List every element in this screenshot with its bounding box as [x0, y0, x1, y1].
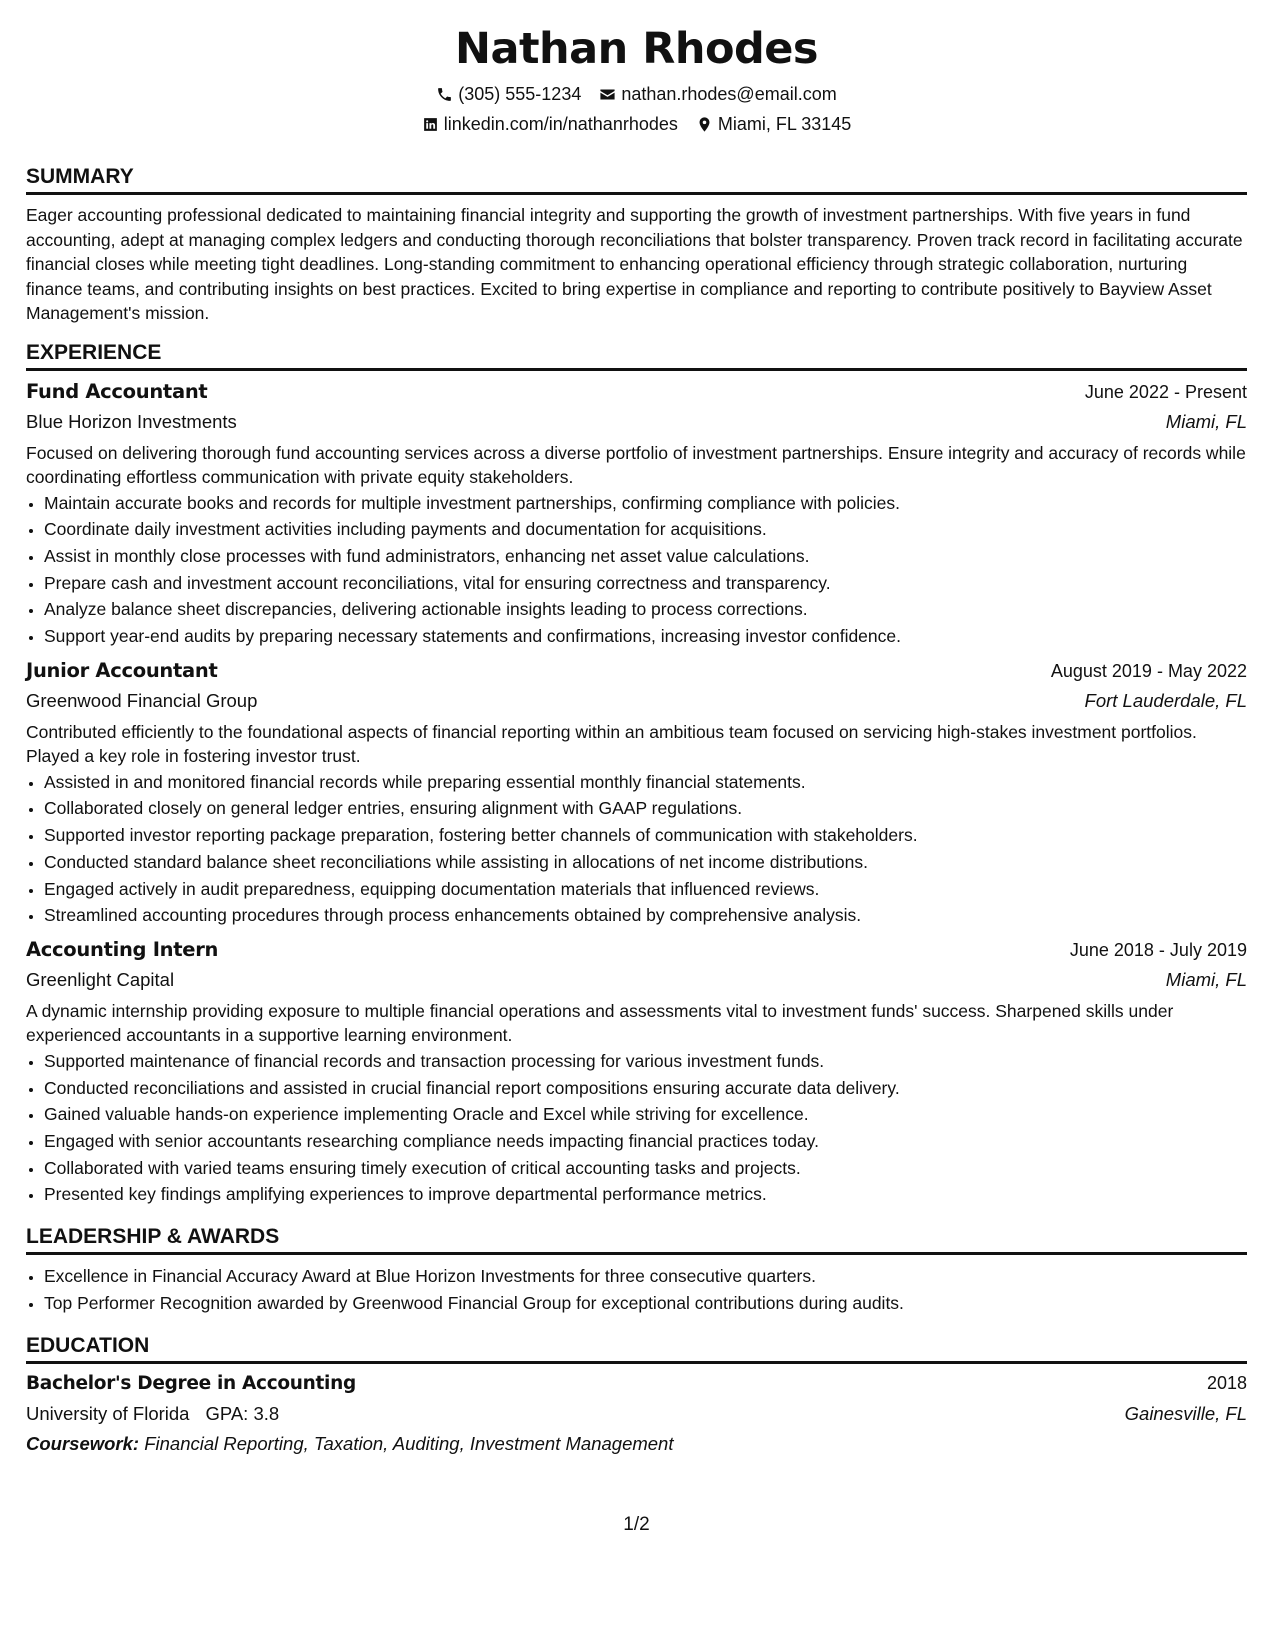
job-bullets [26, 1048, 1247, 1208]
envelope-icon [599, 86, 616, 103]
coursework [26, 1429, 1247, 1459]
gpa: GPA: 3.8 [205, 1402, 280, 1424]
job-entry [26, 377, 1247, 650]
list-item: • Gained valuable hands-on experience implementing Oracle and Excel while striving for excellence. [44, 1101, 1247, 1128]
list-item: • Engaged actively in audit preparedness, equipping documentation materials that influenced reviews. [44, 876, 1247, 903]
linkedin-icon [422, 116, 439, 133]
phone-icon [436, 86, 453, 103]
list-item: • Conducted standard balance sheet reconciliations while assisting in allocations of net income distributions. [44, 849, 1247, 876]
page-number: 1/2 [623, 1514, 650, 1535]
job-role: Accounting Intern [26, 937, 219, 961]
section-title-summary: SUMMARY [26, 164, 1247, 195]
candidate-name: Nathan Rhodes [454, 24, 819, 74]
job-dates: August 2019 - May 2022 [1050, 660, 1247, 681]
school-location: Gainesville, FL [1124, 1402, 1247, 1424]
job-entry [26, 935, 1247, 1208]
section-title-leadership: LEADERSHIP & AWARDS [26, 1224, 1247, 1255]
awards-list [26, 1263, 1247, 1316]
job-role: Junior Accountant [26, 658, 218, 682]
education-section [26, 1333, 1247, 1459]
section-title-experience: EXPERIENCE [26, 340, 1247, 371]
location-contact [696, 112, 851, 136]
phone-contact [436, 82, 581, 106]
job-company: Blue Horizon Investments [26, 410, 237, 432]
resume-page [26, 0, 1247, 1650]
list-item: • Supported maintenance of financial records and transaction processing for various investment funds. [44, 1048, 1247, 1075]
email-contact[interactable] [599, 82, 836, 106]
degree-name: Bachelor's Degree in Accounting [26, 1372, 356, 1394]
job-description: Contributed efficiently to the foundational aspects of financial reporting within an ambitious team focused on servicing high-stakes investment portfolios. Played a key role in fostering investor trust. [26, 721, 1197, 767]
list-item: • Assisted in and monitored financial records while preparing essential monthly financial statements. [44, 769, 1247, 796]
job-entry [26, 656, 1247, 929]
list-item: • Excellence in Financial Accuracy Award at Blue Horizon Investments for three consecutive quarters. [44, 1263, 1247, 1290]
job-dates: June 2022 - Present [1084, 381, 1247, 402]
job-location: Fort Lauderdale, FL [1084, 689, 1247, 711]
school-name: University of Florida [26, 1402, 190, 1424]
location-text: Miami, FL 33145 [717, 114, 852, 134]
list-item: • Collaborated closely on general ledger entries, ensuring alignment with GAAP regulations. [44, 795, 1247, 822]
list-item: • Presented key findings amplifying experiences to improve departmental performance metrics. [44, 1181, 1247, 1208]
job-description: A dynamic internship providing exposure to multiple financial operations and assessments vital to investment funds' success. Sharpened skills under experienced accountants in a supportive learning environment. [26, 1000, 1174, 1046]
list-item: • Prepare cash and investment account reconciliations, vital for ensuring correctness and transparency. [44, 570, 1247, 597]
list-item: • Coordinate daily investment activities including payments and documentation for acquisitions. [44, 516, 1247, 543]
email-address[interactable]: nathan.rhodes@email.com [621, 84, 837, 104]
job-company: Greenwood Financial Group [26, 689, 258, 711]
job-description: Focused on delivering thorough fund accounting services across a diverse portfolio of investment partnerships. Ensure integrity and accuracy of records while coordinating effortless communication with private equity stakeholders. [26, 442, 1246, 487]
resume-header [26, 0, 1247, 136]
job-role: Fund Accountant [26, 379, 208, 403]
summary-text: Eager accounting professional dedicated to maintaining financial integrity and supporting the growth of investment partnerships. With five years in fund accounting, adept at managing complex ledgers and conducting thorough reconciliations that bolster transparency. Proven track record in facilitating accurate financial closes while meeting tight deadlines. Long-standing commitment to enhancing operational efficiency through strategic collaboration, nurturing finance teams, and contributing insights on best practices. Excited to bring expertise in compliance and reporting to contribute positively to Bayview Asset Management's mission. [26, 205, 1243, 323]
list-item: • Collaborated with varied teams ensuring timely execution of critical accounting tasks and projects. [44, 1155, 1247, 1182]
list-item: • Maintain accurate books and records for multiple investment partnerships, confirming compliance with policies. [44, 490, 1247, 517]
graduation-year: 2018 [1206, 1372, 1247, 1393]
list-item: • Streamlined accounting procedures through process enhancements obtained by comprehensive analysis. [44, 902, 1247, 929]
section-title-education: EDUCATION [26, 1333, 1247, 1364]
list-item: • Analyze balance sheet discrepancies, delivering actionable insights leading to process corrections. [44, 596, 1247, 623]
job-location: Miami, FL [1165, 410, 1247, 432]
list-item: • Supported investor reporting package preparation, fostering better channels of communication with stakeholders. [44, 822, 1247, 849]
contact-line-1 [26, 82, 1247, 106]
leadership-section [26, 1224, 1247, 1316]
job-bullets [26, 769, 1247, 929]
linkedin-url[interactable]: linkedin.com/in/nathanrhodes [443, 114, 678, 134]
summary-section [26, 164, 1247, 326]
map-marker-icon [696, 116, 713, 133]
contact-line-2 [26, 112, 1247, 136]
job-bullets [26, 490, 1247, 650]
list-item: • Assist in monthly close processes with fund administrators, enhancing net asset value calculations. [44, 543, 1247, 570]
list-item: • Engaged with senior accountants researching compliance needs impacting financial practices today. [44, 1128, 1247, 1155]
coursework-label: Coursework: [26, 1432, 140, 1454]
job-company: Greenlight Capital [26, 968, 175, 990]
linkedin-contact[interactable] [422, 112, 678, 136]
list-item: • Top Performer Recognition awarded by Greenwood Financial Group for exceptional contributions during audits. [44, 1290, 1247, 1317]
coursework-list: Financial Reporting, Taxation, Auditing, Investment Management [144, 1432, 674, 1454]
job-location: Miami, FL [1165, 968, 1247, 990]
experience-section [26, 340, 1247, 1209]
phone-number: (305) 555-1234 [458, 84, 582, 104]
school-info [26, 1399, 279, 1429]
list-item: • Support year-end audits by preparing necessary statements and confirmations, increasing investor confidence. [44, 623, 1247, 650]
list-item: • Conducted reconciliations and assisted in crucial financial report compositions ensuring accurate data delivery. [44, 1075, 1247, 1102]
job-dates: June 2018 - July 2019 [1069, 939, 1247, 960]
